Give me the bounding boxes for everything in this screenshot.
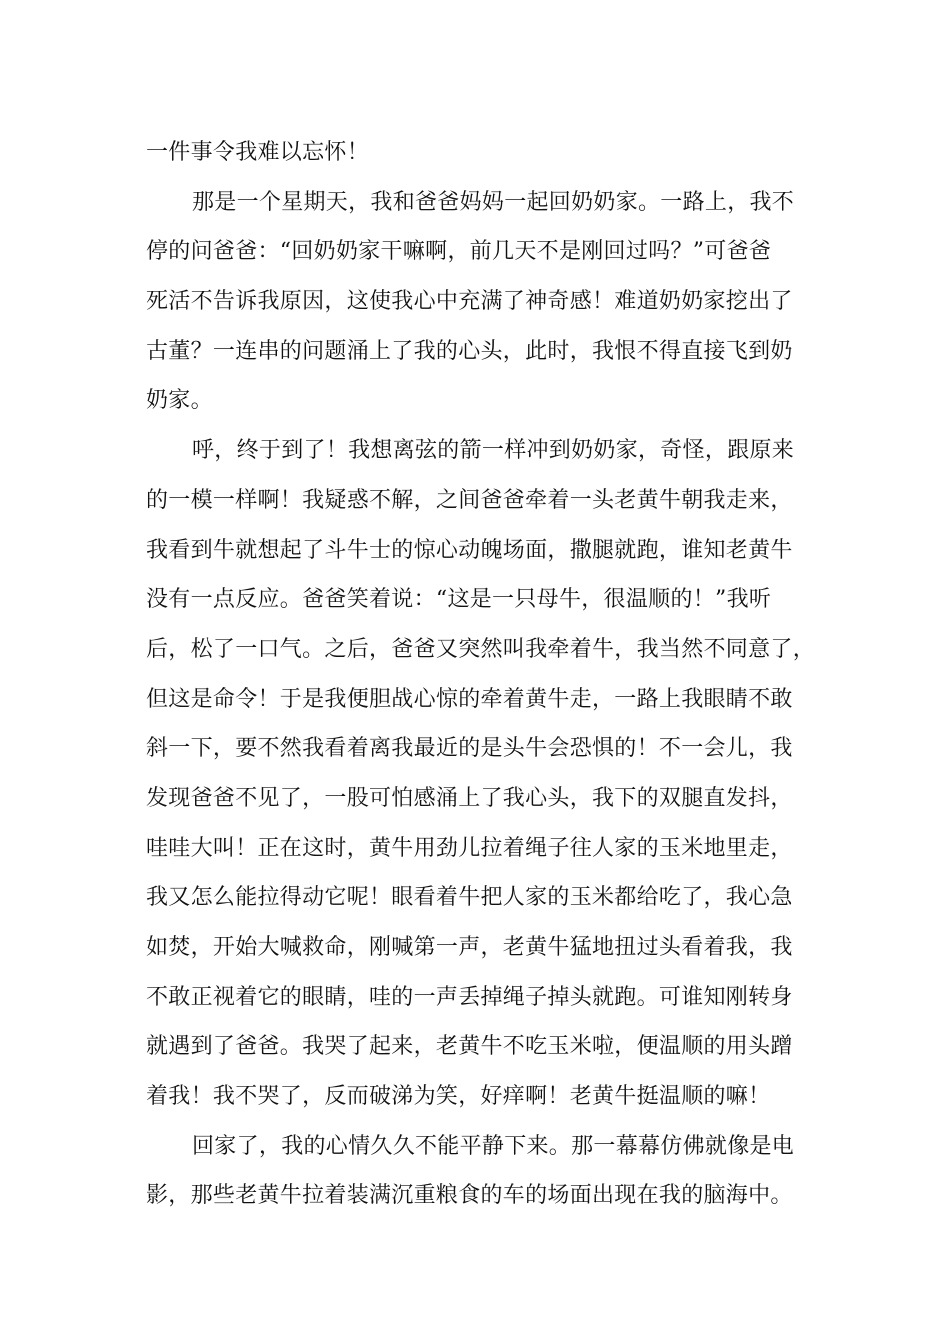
text-line: 的一模一样啊！我疑惑不解，之间爸爸牵着一头老黄牛朝我走来，: [146, 487, 793, 513]
article-body: [146, 128, 826, 1221]
text-line: 影，那些老黄牛拉着装满沉重粮食的车的场面出现在我的脑海中。: [146, 1183, 793, 1209]
text-line: 斜一下，要不然我看着离我最近的是头牛会恐惧的！不一会儿，我: [146, 736, 793, 762]
paragraph-start-line: 呼，终于到了！我想离弦的箭一样冲到奶奶家，奇怪，跟原来: [192, 438, 795, 464]
text-line: 一件事令我难以忘怀！: [146, 140, 370, 165]
text-line: 死活不告诉我原因，这使我心中充满了神奇感！难道奶奶家挖出了: [146, 289, 793, 315]
text-line: 奶家。: [146, 388, 213, 414]
paragraph-start-line: 回家了，我的心情久久不能平静下来。那一幕幕仿佛就像是电: [192, 1133, 795, 1159]
text-line: 不敢正视着它的眼睛，哇的一声丢掉绳子掉头就跑。可谁知刚转身: [146, 984, 793, 1010]
paragraph-start-line: 那是一个星期天，我和爸爸妈妈一起回奶奶家。一路上，我不: [192, 189, 795, 215]
text-line: 就遇到了爸爸。我哭了起来，老黄牛不吃玉米啦，便温顺的用头蹭: [146, 1034, 793, 1060]
text-line: 如焚，开始大喊救命，刚喊第一声，老黄牛猛地扭过头看着我，我: [146, 935, 793, 960]
text-line: 我又怎么能拉得动它呢！眼看着牛把人家的玉米都给吃了，我心急: [146, 885, 793, 911]
text-line: 发现爸爸不见了，一股可怕感涌上了我心头，我下的双腿直发抖，: [146, 785, 793, 811]
text-line: 我看到牛就想起了斗牛士的惊心动魄场面，撒腿就跑，谁知老黄牛: [146, 537, 793, 563]
text-line: 停的问爸爸：“回奶奶家干嘛啊，前几天不是刚回过吗？”可爸爸: [146, 239, 772, 265]
text-line: 古董？一连串的问题涌上了我的心头，此时，我恨不得直接飞到奶: [146, 338, 793, 364]
text-line: 着我！我不哭了，反而破涕为笑，好痒啊！老黄牛挺温顺的嘛！: [146, 1084, 771, 1110]
text-line: 没有一点反应。爸爸笑着说：“这是一只母牛，很温顺的！”我听: [146, 587, 772, 613]
text-line: 哇哇大叫！正在这时，黄牛用劲儿拉着绳子往人家的玉米地里走，: [146, 835, 793, 861]
text-line: 后，松了一口气。之后，爸爸又突然叫我牵着牛，我当然不同意了，: [146, 636, 816, 662]
text-line: 但这是命令！于是我便胆战心惊的牵着黄牛走，一路上我眼睛不敢: [146, 686, 793, 712]
